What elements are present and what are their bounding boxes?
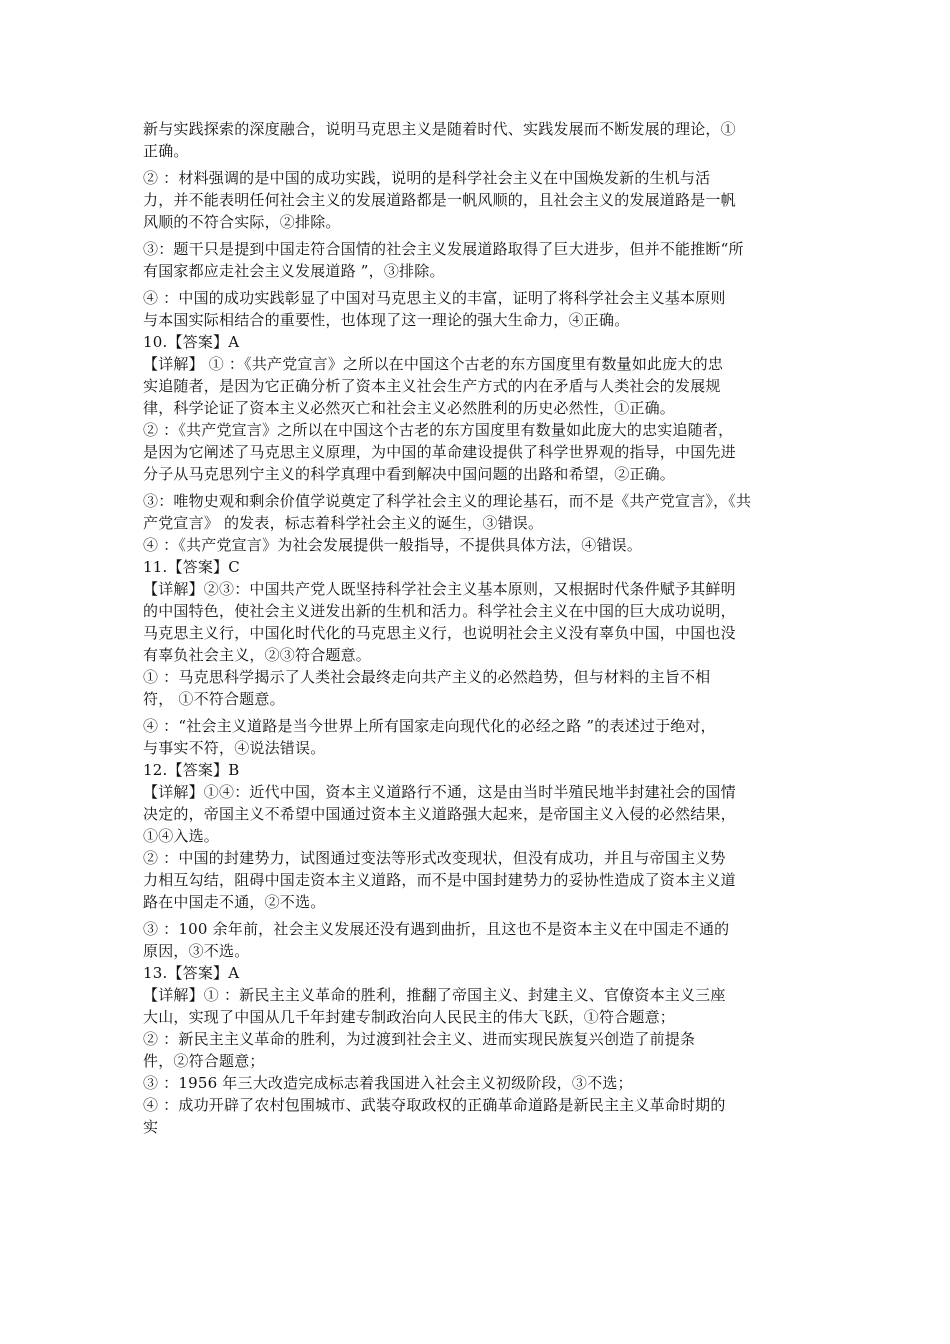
text-line: ①④入选。 xyxy=(143,827,220,845)
text-line: 件，②符合题意； xyxy=(143,1052,265,1070)
text-line: 有国家都应走社会主义发展道路 ”，③排除。 xyxy=(143,262,445,280)
text-line: 符， ①不符合题意。 xyxy=(143,690,285,708)
text-line: ③ ：100 余年前，社会主义发展还没有遇到曲折，且这也不是资本主义在中国走不通的 xyxy=(143,920,730,938)
text-line: 有辜负社会主义，②③符合题意。 xyxy=(143,646,372,664)
text-line: 律，科学论证了资本主义必然灭亡和社会主义必然胜利的历史必然性，①正确。 xyxy=(143,399,676,417)
answer-heading: 10.【答案】A xyxy=(143,333,240,351)
text-line: 力，并不能表明任何社会主义的发展道路都是一帆风顺的，且社会主义的发展道路是一帆 xyxy=(143,191,736,209)
text-line: ③：唯物史观和剩余价值学说奠定了科学社会主义的理论基石，而不是《共产党宣言》，《共 xyxy=(143,492,752,510)
text-line: 与本国实际相结合的重要性，也体现了这一理论的强大生命力，④正确。 xyxy=(143,311,630,329)
text-line: ④ ：成功开辟了农村包围城市、武装夺取政权的正确革命道路是新民主主义革命时期的 xyxy=(143,1096,726,1114)
text-line: ④ ：“社会主义道路是当今世界上所有国家走向现代化的必经之路 ”的表述过于绝对， xyxy=(143,717,716,735)
answer-heading: 11.【答案】C xyxy=(143,558,240,576)
answer-heading: 12.【答案】B xyxy=(143,761,240,779)
text-line: 马克思主义行，中国化时代化的马克思主义行，也说明社会主义没有辜负中国，中国也没 xyxy=(143,624,736,642)
text-line: ② ：新民主主义革命的胜利，为过渡到社会主义、进而实现民族复兴创造了前提条 xyxy=(143,1030,696,1048)
text-line: 实追随者，是因为它正确分析了资本主义社会生产方式的内在矛盾与人类社会的发展规 xyxy=(143,377,721,395)
text-line: ④ ：中国的成功实践彰显了中国对马克思主义的丰富，证明了将科学社会主义基本原则 xyxy=(143,289,726,307)
text-line: ② ：中国的封建势力，试图通过变法等形式改变现状，但没有成功，并且与帝国主义势 xyxy=(143,849,726,867)
text-line: ② ：材料强调的是中国的成功实践，说明的是科学社会主义在中国焕发新的生机与活 xyxy=(143,169,711,187)
text-line: 路在中国走不通，②不选。 xyxy=(143,893,326,911)
text-line: 原因，③不选。 xyxy=(143,942,250,960)
text-line: ① ：马克思科学揭示了人类社会最终走向共产主义的必然趋势，但与材料的主旨不相 xyxy=(143,668,711,686)
text-line: 【详解】①④：近代中国，资本主义道路行不通，这是由当时半殖民地半封建社会的国情 xyxy=(143,783,736,801)
text-line: 新与实践探索的深度融合，说明马克思主义是随着时代、实践发展而不断发展的理论，① xyxy=(143,120,736,138)
text-line: 的中国特色，使社会主义迸发出新的生机和活力。科学社会主义在中国的巨大成功说明， xyxy=(143,602,736,620)
text-line: 【详解】① ：新民主主义革命的胜利，推翻了帝国主义、封建主义、官僚资本主义三座 xyxy=(143,986,726,1004)
text-line: 产党宣言》 的发表，标志着科学社会主义的诞生，③错误。 xyxy=(143,514,544,532)
text-line: 大山，实现了中国从几千年封建专制政治向人民民主的伟大飞跃，①符合题意； xyxy=(143,1008,676,1026)
text-line: ④ ：《共产党宣言》为社会发展提供一般指导，不提供具体方法，④错误。 xyxy=(143,536,643,554)
text-line: 实 xyxy=(143,1118,159,1136)
text-line: 决定的，帝国主义不希望中国通过资本主义道路强大起来，是帝国主义入侵的必然结果， xyxy=(143,805,736,823)
text-line: 【详解】 ① ：《共产党宣言》之所以在中国这个古老的东方国度里有数量如此庞大的忠 xyxy=(143,355,724,373)
answer-heading: 13.【答案】A xyxy=(143,964,240,982)
text-line: ② ：《共产党宣言》之所以在中国这个古老的东方国度里有数量如此庞大的忠实追随者， xyxy=(143,421,734,439)
text-line: 是因为它阐述了马克思主义原理，为中国的革命建设提供了科学世界观的指导，中国先进 xyxy=(143,443,736,461)
text-line: 分子从马克思列宁主义的科学真理中看到解决中国问题的出路和希望，②正确。 xyxy=(143,465,676,483)
text-line: 风顺的不符合实际，②排除。 xyxy=(143,213,341,231)
text-line: ③：题干只是提到中国走符合国情的社会主义发展道路取得了巨大进步，但并不能推断“所 xyxy=(143,240,744,258)
text-line: 力相互勾结，阻碍中国走资本主义道路，而不是中国封建势力的妥协性造成了资本主义道 xyxy=(143,871,736,889)
text-line: 【详解】②③：中国共产党人既坚持科学社会主义基本原则，又根据时代条件赋予其鲜明 xyxy=(143,580,736,598)
text-line: 与事实不符，④说法错误。 xyxy=(143,739,326,757)
text-line: 正确。 xyxy=(143,142,189,160)
text-line: ③ ：1956 年三大改造完成标志着我国进入社会主义初级阶段，③不选； xyxy=(143,1074,633,1092)
